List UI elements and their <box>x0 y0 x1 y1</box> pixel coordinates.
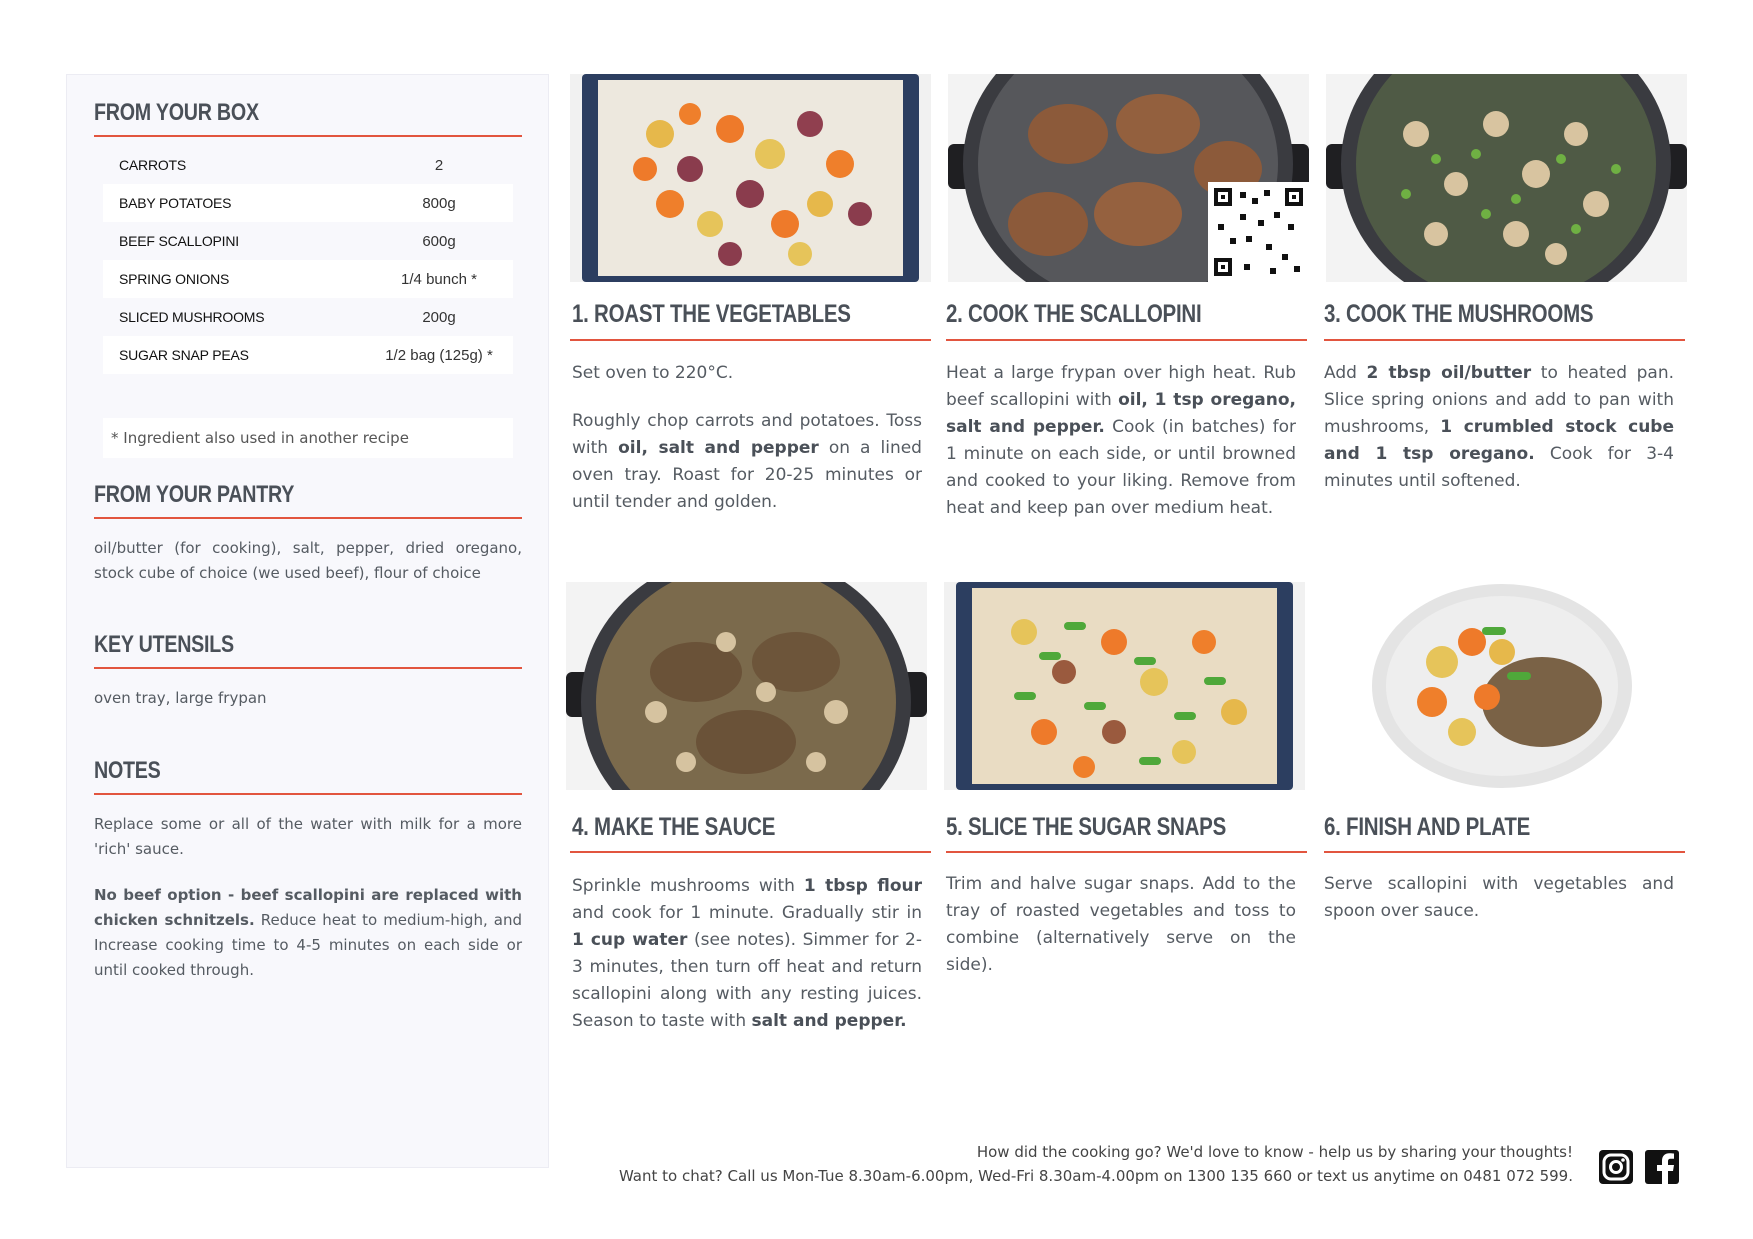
bold-run: oil, 1 tsp oregano, salt and pepper. <box>946 390 1296 437</box>
text-run: Cook for 3-4 minutes until softened. <box>1324 444 1674 491</box>
text-run: Add <box>1324 363 1367 383</box>
ingredient-row <box>103 222 513 260</box>
from-your-pantry-rule <box>94 517 522 519</box>
step-2-text <box>946 360 1296 543</box>
ingredient-name: SLICED MUSHROOMS <box>119 309 265 325</box>
from-your-box-rule <box>94 135 522 137</box>
key-utensils-rule <box>94 667 522 669</box>
step-4-p1 <box>572 873 922 1035</box>
contact-text: Want to chat? Call us Mon-Tue 8.30am-6.00pm, Wed-Fri 8.30am-4.00pm on 1300 135 660 or text us anytime on 0481 072 599. <box>618 1167 1573 1185</box>
step-5-photo <box>944 582 1305 790</box>
ingredients-panel <box>66 74 549 1168</box>
notes-heading: NOTES <box>94 757 161 784</box>
key-utensils-heading: KEY UTENSILS <box>94 631 234 658</box>
step-5-text <box>946 871 1296 1000</box>
text-run: Sprinkle mushrooms with <box>572 876 804 896</box>
bold-run: oil, salt and pepper <box>618 438 819 458</box>
ingredient-qty: 2 <box>434 156 444 174</box>
notes-bold: No beef option - beef scallopini are replaced with chicken schnitzels. <box>94 886 522 929</box>
ingredient-table <box>103 146 513 374</box>
step-4-photo <box>566 582 927 790</box>
step-4-text <box>572 873 922 1056</box>
step-4-title: 4. MAKE THE SAUCE <box>572 813 776 841</box>
step-4-rule <box>570 851 931 853</box>
notes-text-1: Replace some or all of the water with milk for a more 'rich' sauce. <box>94 815 522 858</box>
step-1-p1: Set oven to 220°C. <box>572 363 734 383</box>
ingredient-footnote: * Ingredient also used in another recipe <box>103 418 513 458</box>
step-1-p2 <box>572 408 922 516</box>
bold-run: 2 tbsp oil/butter <box>1366 363 1532 383</box>
step-1-photo <box>570 74 931 282</box>
bold-run: 1 crumbled stock cube and 1 tsp oregano. <box>1324 417 1675 464</box>
notes-text-2 <box>94 883 522 983</box>
ingredient-qty: 800g <box>422 194 456 212</box>
step-2-rule <box>946 339 1307 341</box>
roast-vegetables-image <box>570 74 931 282</box>
step-6-title: 6. FINISH AND PLATE <box>1324 813 1531 841</box>
facebook-icon[interactable] <box>1644 1149 1680 1185</box>
step-3-text <box>1324 360 1674 516</box>
step-6-text <box>1324 871 1674 946</box>
ingredient-row <box>103 336 513 374</box>
ingredient-name: SPRING ONIONS <box>119 271 230 287</box>
ingredient-qty: 600g <box>422 232 456 250</box>
step-2-p1 <box>946 360 1296 522</box>
ingredient-name: BEEF SCALLOPINI <box>119 233 239 249</box>
step-6-rule <box>1324 851 1685 853</box>
instagram-icon[interactable] <box>1598 1149 1634 1185</box>
step-5-rule <box>946 851 1307 853</box>
cook-scallopini-image <box>948 74 1309 282</box>
from-your-box-heading: FROM YOUR BOX <box>94 99 259 126</box>
step-2-photo <box>948 74 1309 282</box>
utensils-text: oven tray, large frypan <box>94 689 267 707</box>
cook-mushrooms-image <box>1326 74 1687 282</box>
make-sauce-image <box>566 582 927 790</box>
text-run: Cook (in batches) for 1 minute on each side, or until browned and cooked to your liking. Remove from heat and keep pan over medium heat. <box>946 417 1296 518</box>
sugar-snaps-image <box>944 582 1305 790</box>
step-6-p1: Serve scallopini with vegetables and spoon over sauce. <box>1324 874 1674 921</box>
ingredient-row <box>103 260 513 298</box>
ingredient-qty: 1/4 bunch * <box>401 270 477 288</box>
step-1-title: 1. ROAST THE VEGETABLES <box>572 300 851 328</box>
text-run: (see notes). Simmer for 2-3 minutes, then turn off heat and return scallopini along with any resting juices. Season to taste with <box>572 930 923 1031</box>
step-3-photo <box>1326 74 1687 282</box>
bold-run: salt and pepper. <box>751 1011 907 1031</box>
ingredient-name: SUGAR SNAP PEAS <box>119 347 249 363</box>
ingredient-row <box>103 146 513 184</box>
ingredient-row <box>103 298 513 336</box>
text-run: Roughly chop carrots and potatoes. Toss with <box>572 411 922 458</box>
step-1-text <box>572 360 922 537</box>
feedback-text: How did the cooking go? We'd love to know - help us by sharing your thoughts! <box>976 1143 1573 1161</box>
notes-rule <box>94 793 522 795</box>
text-run: Heat a large frypan over high heat. Rub beef scallopini with <box>946 363 1296 410</box>
pantry-text: oil/butter (for cooking), salt, pepper, dried oregano, stock cube of choice (we used beef), flour of choice <box>94 539 522 582</box>
ingredient-name: CARROTS <box>119 157 187 173</box>
ingredient-qty: 200g <box>422 308 456 326</box>
ingredient-qty: 1/2 bag (125g) * <box>385 346 493 364</box>
finished-plate-image <box>1322 582 1683 790</box>
step-3-p1 <box>1324 360 1674 495</box>
ingredient-name: BABY POTATOES <box>119 195 232 211</box>
step-6-photo <box>1322 582 1683 790</box>
text-run: and cook for 1 minute. Gradually stir in <box>572 903 922 923</box>
step-2-title: 2. COOK THE SCALLOPINI <box>946 300 1202 328</box>
bold-run: 1 tbsp flour <box>803 876 922 896</box>
text-run: to heated pan. Slice spring onions and add to pan with mushrooms, <box>1324 363 1675 437</box>
text-run: on a lined oven tray. Roast for 20-25 minutes or until tender and golden. <box>572 438 922 512</box>
bold-run: 1 cup water <box>572 930 688 950</box>
from-your-pantry-heading: FROM YOUR PANTRY <box>94 481 295 508</box>
step-3-rule <box>1324 339 1685 341</box>
notes-rest: Reduce heat to medium-high, and Increase cooking time to 4-5 minutes on each side or until cooked through. <box>94 911 522 979</box>
ingredient-row <box>103 184 513 222</box>
step-1-rule <box>570 339 931 341</box>
step-5-title: 5. SLICE THE SUGAR SNAPS <box>946 813 1227 841</box>
step-5-p1: Trim and halve sugar snaps. Add to the tray of roasted vegetables and toss to combine (alternatively serve on the side). <box>946 874 1296 975</box>
step-3-title: 3. COOK THE MUSHROOMS <box>1324 300 1594 328</box>
